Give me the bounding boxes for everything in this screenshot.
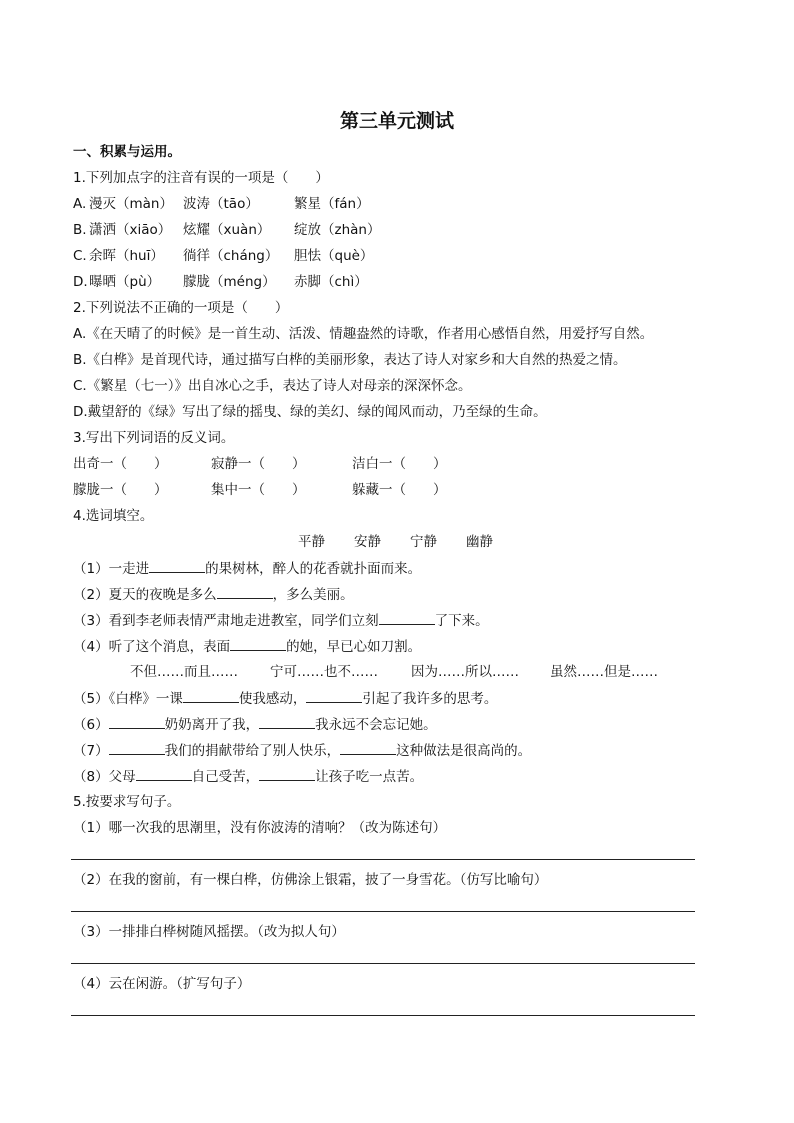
q5-item: （1）哪一次我的思潮里，没有你波涛的清响？（改为陈述句） bbox=[73, 820, 447, 836]
q3-blank: 朦胧一（ ） bbox=[73, 482, 168, 498]
q1-option-a: 漫灭（màn） bbox=[89, 196, 173, 212]
fill-text: 这种做法是很高尚的。 bbox=[396, 743, 532, 759]
fill-text: 使我感动， bbox=[238, 691, 307, 707]
fill-blank[interactable] bbox=[259, 715, 315, 729]
fill-text: （8）父母 bbox=[73, 769, 136, 785]
word-bank-item: 宁可……也不…… bbox=[270, 664, 378, 680]
fill-item bbox=[73, 637, 421, 656]
fill-item bbox=[73, 689, 497, 708]
fill-blank[interactable] bbox=[183, 689, 239, 703]
q4-stem: 4.选词填空。 bbox=[73, 508, 154, 524]
fill-blank[interactable] bbox=[217, 585, 273, 599]
fill-blank[interactable] bbox=[306, 689, 362, 703]
fill-text: （6） bbox=[73, 717, 109, 733]
word-bank-item: 幽静 bbox=[466, 534, 493, 550]
q1-option-letter: D. bbox=[73, 274, 88, 290]
q2-option: C.《繁星（七一）》出自冰心之手，表达了诗人对母亲的深深怀念。 bbox=[73, 378, 472, 394]
fill-text: 我永远不会忘记她。 bbox=[315, 717, 437, 733]
word-bank-item: 安静 bbox=[354, 534, 381, 550]
fill-text: 的果树林，醉人的花香就扑面而来。 bbox=[205, 561, 422, 577]
fill-blank[interactable] bbox=[109, 715, 165, 729]
word-bank-item: 宁静 bbox=[410, 534, 437, 550]
fill-blank[interactable] bbox=[340, 741, 396, 755]
fill-blank[interactable] bbox=[149, 559, 205, 573]
fill-blank[interactable] bbox=[136, 767, 192, 781]
fill-text: （1）一走进 bbox=[73, 561, 150, 577]
fill-text: 奶奶离开了我， bbox=[164, 717, 260, 733]
section-heading: 一、积累与运用。 bbox=[73, 144, 181, 160]
fill-blank[interactable] bbox=[230, 637, 286, 651]
fill-text: ，多么美丽。 bbox=[272, 587, 354, 603]
q1-stem: 1.下列加点字的注音有误的一项是（ ） bbox=[73, 170, 329, 186]
q1-option-b: 徜徉（cháng） bbox=[183, 248, 279, 264]
fill-blank[interactable] bbox=[259, 767, 315, 781]
q1-option-letter: B. bbox=[73, 222, 87, 238]
q1-option-a: 潇洒（xiāo） bbox=[89, 222, 172, 238]
fill-item bbox=[73, 585, 354, 604]
fill-text: 引起了我许多的思考。 bbox=[362, 691, 498, 707]
fill-item bbox=[73, 741, 531, 760]
q5-item: （2）在我的窗前，有一棵白桦，仿佛涂上银霜，披了一身雪花。（仿写比喻句） bbox=[73, 872, 548, 888]
answer-line[interactable] bbox=[71, 911, 695, 912]
q3-blank: 寂静一（ ） bbox=[211, 456, 306, 472]
q1-option-b: 朦胧（méng） bbox=[183, 274, 276, 290]
q1-option-c: 胆怯（què） bbox=[294, 248, 374, 264]
fill-text: 了下来。 bbox=[434, 613, 489, 629]
fill-text: （4）听了这个消息，表面 bbox=[73, 639, 231, 655]
q2-option: A.《在天晴了的时候》是一首生动、活泼、情趣盎然的诗歌，作者用心感悟自然，用爱抒写自然。 bbox=[73, 326, 654, 342]
fill-item bbox=[73, 767, 423, 786]
q1-option-c: 绽放（zhàn） bbox=[294, 222, 381, 238]
fill-item bbox=[73, 715, 437, 734]
fill-text: （3）看到李老师表情严肃地走进教室，同学们立刻 bbox=[73, 613, 379, 629]
q1-option-c: 繁星（fán） bbox=[294, 196, 370, 212]
q2-option: D.戴望舒的《绿》写出了绿的摇曳、绿的美幻、绿的闻风而动，乃至绿的生命。 bbox=[73, 404, 547, 420]
fill-text: 我们的捐献带给了别人快乐， bbox=[164, 743, 341, 759]
answer-line[interactable] bbox=[71, 859, 695, 860]
word-bank-item: 因为……所以…… bbox=[411, 664, 519, 680]
q1-option-b: 炫耀（xuàn） bbox=[183, 222, 271, 238]
page-title: 第三单元测试 bbox=[339, 110, 454, 132]
q1-option-c: 赤脚（chì） bbox=[294, 274, 368, 290]
answer-line[interactable] bbox=[71, 1015, 695, 1016]
q5-stem: 5.按要求写句子。 bbox=[73, 794, 181, 810]
q5-item: （4）云在闲游。（扩写句子） bbox=[73, 976, 251, 992]
word-bank-item: 虽然……但是…… bbox=[550, 664, 658, 680]
answer-line[interactable] bbox=[71, 963, 695, 964]
q1-option-letter: A. bbox=[73, 196, 87, 212]
q1-option-b: 波涛（tāo） bbox=[183, 196, 259, 212]
word-bank-item: 不但……而且…… bbox=[130, 664, 238, 680]
q2-option: B.《白桦》是首现代诗，通过描写白桦的美丽形象，表达了诗人对家乡和大自然的热爱之情。 bbox=[73, 352, 627, 368]
q3-blank: 集中一（ ） bbox=[211, 482, 306, 498]
fill-item bbox=[73, 611, 489, 630]
q3-blank: 出奇一（ ） bbox=[73, 456, 168, 472]
fill-blank[interactable] bbox=[379, 611, 435, 625]
fill-text: （2）夏天的夜晚是多么 bbox=[73, 587, 217, 603]
fill-text: 自己受苦， bbox=[191, 769, 260, 785]
q3-blank: 躲藏一（ ） bbox=[352, 482, 447, 498]
q3-blank: 洁白一（ ） bbox=[352, 456, 447, 472]
fill-text: 的她，早已心如刀割。 bbox=[286, 639, 422, 655]
fill-blank[interactable] bbox=[109, 741, 165, 755]
word-bank-item: 平静 bbox=[298, 534, 325, 550]
fill-text: 让孩子吃一点苦。 bbox=[315, 769, 424, 785]
q5-item: （3）一排排白桦树随风摇摆。（改为拟人句） bbox=[73, 924, 345, 940]
fill-item bbox=[73, 559, 421, 578]
q3-stem: 3.写出下列词语的反义词。 bbox=[73, 430, 235, 446]
q1-option-a: 余晖（huī） bbox=[89, 248, 164, 264]
fill-text: （5）《白桦》一课 bbox=[73, 691, 183, 707]
q2-stem: 2.下列说法不正确的一项是（ ） bbox=[73, 300, 289, 316]
q1-option-a: 曝晒（pù） bbox=[89, 274, 161, 290]
fill-text: （7） bbox=[73, 743, 109, 759]
q1-option-letter: C. bbox=[73, 248, 87, 264]
